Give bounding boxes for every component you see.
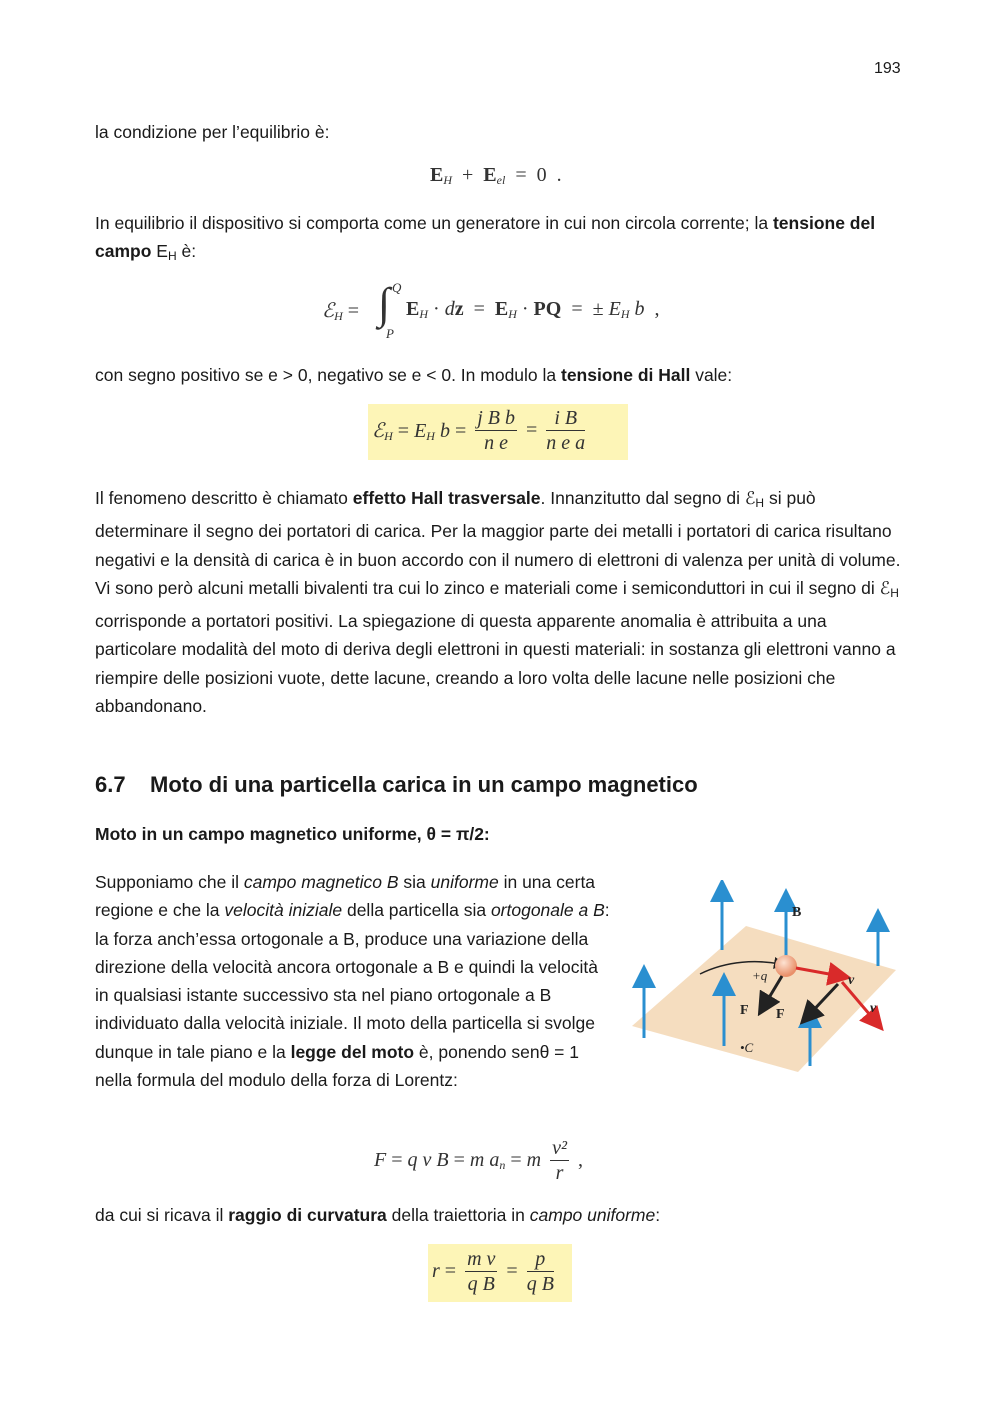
equation-lorentz-force: F = q v B = m an = m $\frac{\text{v²}}{r}$ , — [374, 1137, 583, 1184]
label-F2: F — [776, 1007, 785, 1022]
intro-text: la condizione per l’equilibrio è: — [95, 122, 330, 142]
paragraph-hall-voltage: con segno positivo se e > 0, negativo se e < 0. In modulo la tensione di Hall vale: — [95, 365, 733, 385]
page-number: 193 — [874, 60, 901, 77]
label-v2: v — [870, 1001, 877, 1016]
label-v1: v — [848, 973, 855, 988]
label-F1: F — [740, 1003, 749, 1018]
paragraph-curvature-radius: da cui si ricava il raggio di curvatura della traiettoria in campo uniforme: — [95, 1205, 661, 1225]
magnetic-field-figure — [628, 880, 900, 1080]
particle — [775, 955, 797, 977]
label-B: B — [792, 905, 802, 920]
paragraph-hall-effect: Il fenomeno descritto è chiamato effetto Hall trasversale. Innanzitutto dal segno di ℰH si può determinare il segno dei portatori di carica. Per la maggior parte dei metalli i portatori di carica risultano negativi e la densità di carica è in buon accordo con il numero di elettroni di valenza per unità di volume. Vi sono però alcuni metalli bivalenti tra cui lo zinco e materiali come i semiconduttori in cui il segno di ℰH corrisponde a portatori positivi. La spiegazione di questa apparente anomalia è attribuita a una particolare modalità del moto di deriva degli elettroni in questi materiali: in sostanza gli elettroni vanno a riempire delle posizioni vuote, dette lacune, creando a loro volta delle lacune nelle posizioni che abbandonano. — [95, 488, 901, 717]
label-C: •C — [740, 1040, 754, 1055]
equation-curvature-radius: r = $\frac{\text{m v}}{\text{q B}}$ = $\frac{p}{\text{q B}}$ — [428, 1244, 572, 1302]
paragraph-uniform-field: Supponiamo che il campo magnetico B sia uniforme in una certa regione e che la velocità iniziale della particella sia ortogonale a B: la forza anch’essa ortogonale a B, produce una variazione della direzione della velocità ancora ortogonale a B e quindi la velocità in qualsiasi istante successivo sta nel piano ortogonale a B individuato dalla velocità iniziale. Il moto della particella si svolge dunque in tale piano e la legge del moto è, ponendo senθ = 1 nella formula del modulo della forza di Lorentz: — [95, 872, 610, 1091]
equation-hall-integral: ℰH = ∫ Q P EH · dz = EH · PQ = ± EH b , — [322, 279, 660, 341]
label-q: +q — [752, 968, 768, 983]
paragraph-tension-field: In equilibrio il dispositivo si comporta come un generatore in cui non circola corrente; la tensione del campo EH è: — [95, 213, 876, 264]
section-title: 6.7 Moto di una particella carica in un campo magnetico — [95, 772, 698, 797]
equation-hall-voltage: ℰH = EH b = $\frac{\text{j B b}}{\text{n e}}$ = $\frac{\text{i B}}{\text{n e a}}$ — [368, 404, 628, 460]
subsection-title: Moto in un campo magnetico uniforme, θ = π/2: — [95, 824, 490, 844]
equation-equilibrium: EH + Eel = 0 . — [430, 164, 562, 187]
